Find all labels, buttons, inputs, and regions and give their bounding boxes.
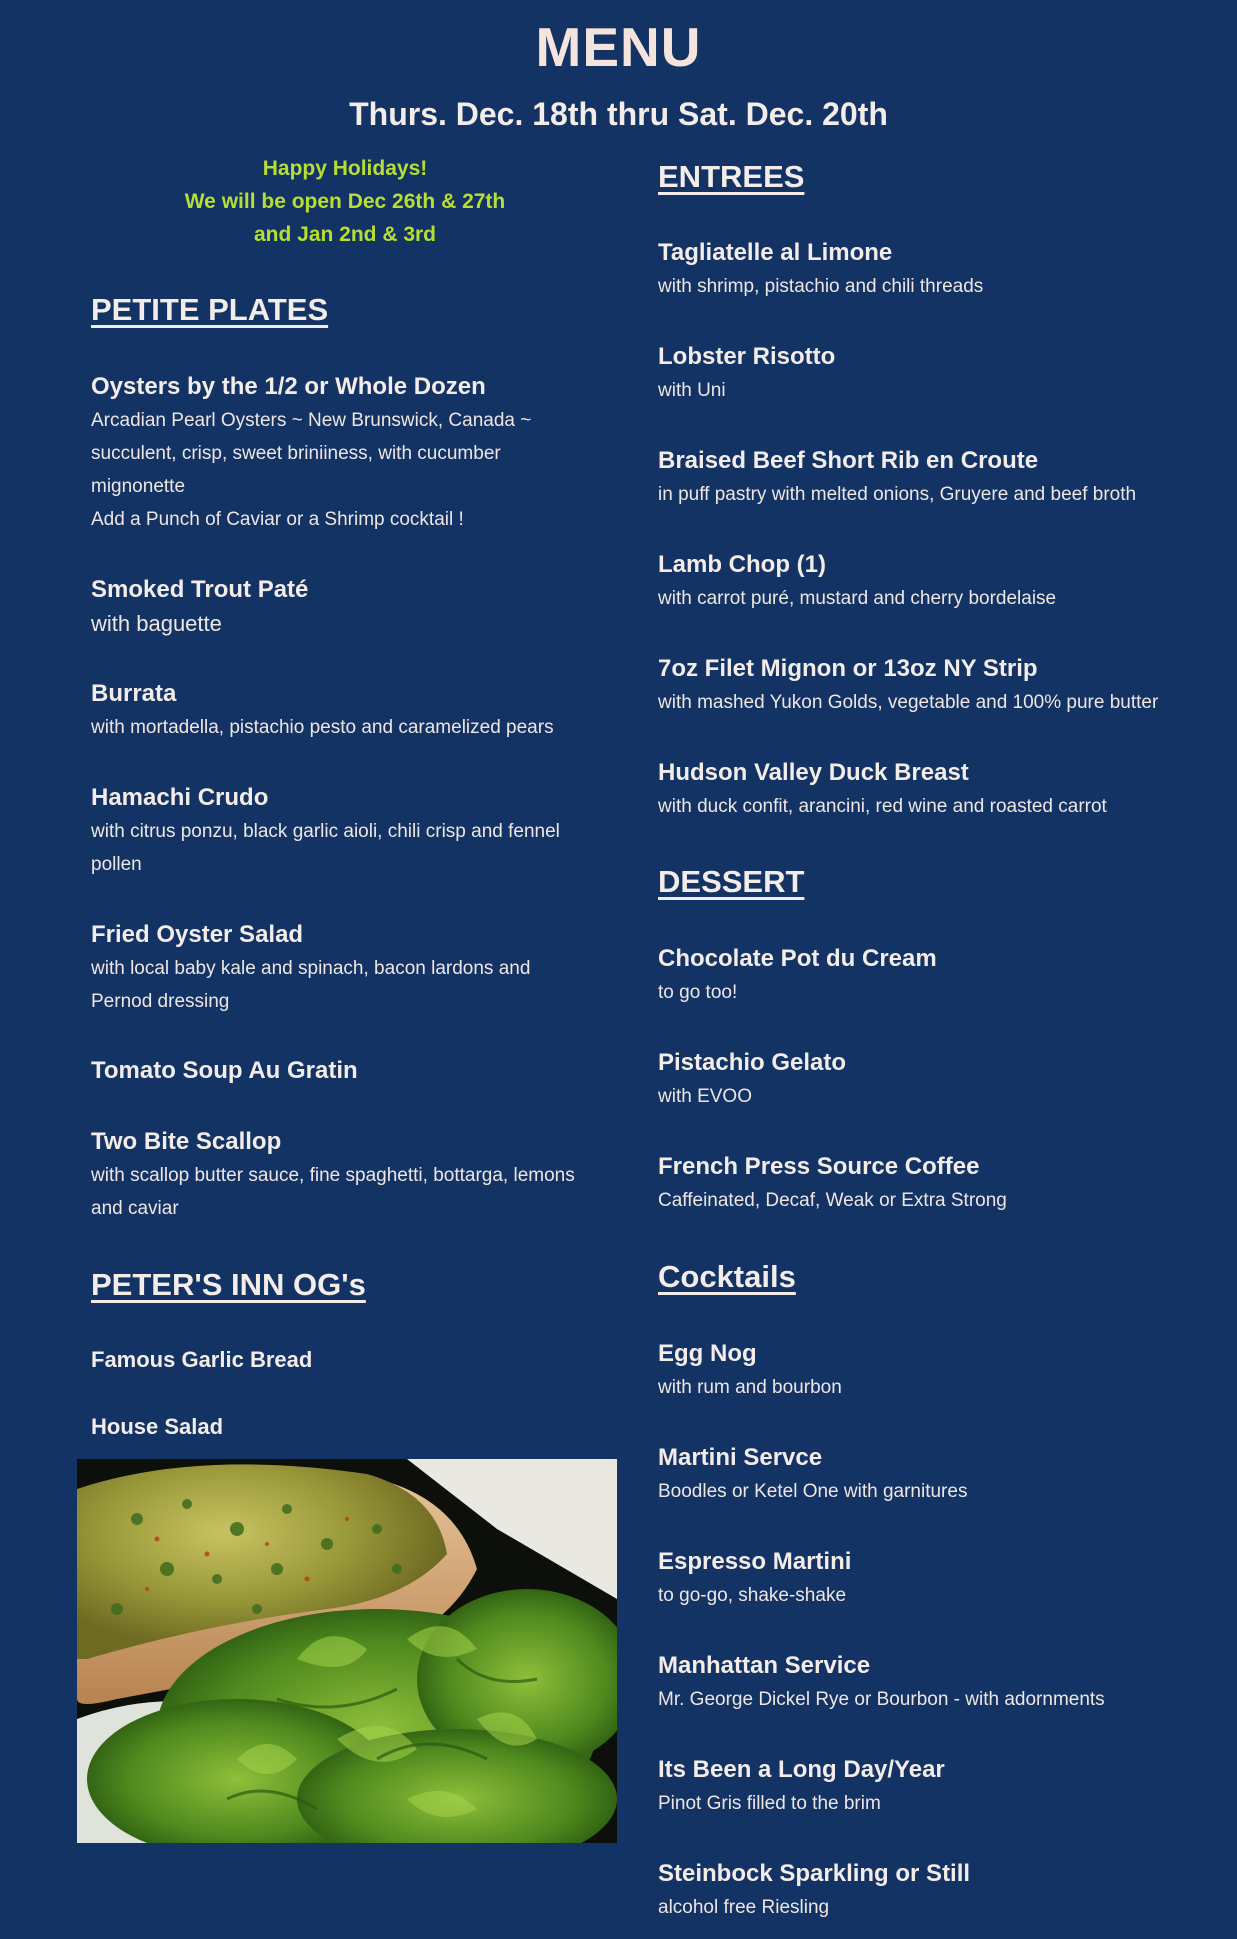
menu-item-tomato-soup: [91, 1054, 621, 1088]
item-name: Steinbock Sparkling or Still: [658, 1860, 971, 1887]
announcement-line: We will be open Dec 26th & 27th: [184, 190, 506, 213]
item-name: Fried Oyster Salad: [91, 921, 304, 948]
menu-item-trout-pate: [91, 573, 621, 640]
menu-item-long-day: [658, 1753, 1228, 1820]
item-desc: with citrus ponzu, black garlic aioli, chili crisp and fennel: [91, 821, 560, 842]
item-desc: with rum and bourbon: [658, 1377, 842, 1398]
item-name: Manhattan Service: [658, 1652, 871, 1679]
item-name: Its Been a Long Day/Year: [658, 1756, 945, 1783]
menu-item-martini: [658, 1441, 1228, 1508]
menu-dates: Thurs. Dec. 18th thru Sat. Dec. 20th: [349, 96, 888, 132]
item-desc: mignonette: [91, 476, 186, 497]
item-name: Chocolate Pot du Cream: [658, 945, 937, 972]
announcement-line: and Jan 2nd & 3rd: [253, 223, 437, 246]
section-title-entrees: ENTREES: [658, 159, 805, 194]
menu-item-tagliatelle: [658, 236, 1228, 303]
menu-item-short-rib: [658, 444, 1228, 511]
item-desc: alcohol free Riesling: [658, 1897, 830, 1918]
section-title-cocktails: Cocktails: [658, 1259, 796, 1294]
menu-item-manhattan: [658, 1649, 1228, 1716]
item-desc: with local baby kale and spinach, bacon lardons and: [91, 958, 531, 979]
item-name: Burrata: [91, 680, 177, 707]
section-title-og: PETER'S INN OG's: [91, 1267, 366, 1302]
menu-item-pistachio-gelato: [658, 1046, 1228, 1113]
menu-item-duck-breast: [658, 756, 1228, 823]
item-name: Famous Garlic Bread: [91, 1347, 313, 1372]
item-name: Hudson Valley Duck Breast: [658, 759, 969, 786]
item-desc: with Uni: [658, 380, 726, 401]
item-desc: in puff pastry with melted onions, Gruyere and beef broth: [658, 484, 1137, 505]
menu-item-house-salad: [91, 1410, 621, 1444]
menu-item-steinbock: [658, 1857, 1228, 1924]
item-name: House Salad: [91, 1414, 224, 1439]
item-desc: Pernod dressing: [91, 991, 230, 1012]
item-name: Smoked Trout Paté: [91, 576, 309, 603]
item-desc: and caviar: [91, 1198, 179, 1219]
garlic-bread-salad-photo: [77, 1459, 617, 1843]
item-name: Espresso Martini: [658, 1548, 852, 1575]
menu-item-lamb-chop: [658, 548, 1228, 615]
item-name: Braised Beef Short Rib en Croute: [658, 447, 1039, 474]
item-desc: pollen: [91, 854, 142, 875]
item-name: Hamachi Crudo: [91, 784, 269, 811]
item-desc: with EVOO: [658, 1086, 752, 1107]
item-name: Egg Nog: [658, 1340, 757, 1367]
menu-item-fried-oyster-salad: [91, 918, 621, 1018]
item-desc: to go too!: [658, 982, 738, 1003]
item-desc: Pinot Gris filled to the brim: [658, 1793, 881, 1814]
item-name: Lamb Chop (1): [658, 551, 826, 578]
menu-item-oysters: [91, 370, 621, 536]
item-desc: with shrimp, pistachio and chili threads: [658, 276, 984, 297]
menu-item-lobster-risotto: [658, 340, 1228, 407]
menu-item-hamachi-crudo: [91, 781, 621, 881]
item-desc: with mortadella, pistachio pesto and caramelized pears: [91, 717, 554, 738]
item-name: Tomato Soup Au Gratin: [91, 1057, 358, 1084]
item-desc: succulent, crisp, sweet briniiness, with cucumber: [91, 443, 501, 464]
menu-item-two-bite-scallop: [91, 1125, 621, 1225]
menu-item-filet-mignon: [658, 652, 1228, 719]
item-name: Martini Servce: [658, 1444, 823, 1471]
menu-item-burrata: [91, 677, 621, 744]
menu-item-espresso-martini: [658, 1545, 1228, 1612]
item-name: Oysters by the 1/2 or Whole Dozen: [91, 373, 486, 400]
announcement-line: Happy Holidays!: [262, 157, 428, 180]
item-name: 7oz Filet Mignon or 13oz NY Strip: [658, 655, 1038, 682]
menu-item-french-press: [658, 1150, 1228, 1217]
menu-item-egg-nog: [658, 1337, 1228, 1404]
item-name: French Press Source Coffee: [658, 1153, 980, 1180]
menu-item-garlic-bread: [91, 1343, 621, 1377]
section-title-petite-plates: PETITE PLATES: [91, 292, 329, 327]
item-desc: Mr. George Dickel Rye or Bourbon - with adornments: [658, 1689, 1105, 1710]
item-name: Pistachio Gelato: [658, 1049, 847, 1076]
section-title-dessert: DESSERT: [658, 864, 805, 899]
item-name: Two Bite Scallop: [91, 1128, 282, 1155]
item-desc: with carrot puré, mustard and cherry bordelaise: [658, 588, 1057, 609]
item-name: Tagliatelle al Limone: [658, 239, 893, 266]
item-desc: Boodles or Ketel One with garnitures: [658, 1481, 968, 1502]
item-desc: with scallop butter sauce, fine spaghetti, bottarga, lemons: [91, 1165, 575, 1186]
item-desc: Arcadian Pearl Oysters ~ New Brunswick, Canada ~: [91, 410, 532, 431]
menu-item-chocolate-pot: [658, 942, 1228, 1009]
item-desc: to go-go, shake-shake: [658, 1585, 847, 1606]
holiday-announcement: [91, 152, 599, 251]
item-desc: with mashed Yukon Golds, vegetable and 100% pure butter: [658, 692, 1159, 713]
item-desc: with baguette: [91, 611, 222, 636]
item-name: Lobster Risotto: [658, 343, 836, 370]
menu-title: MENU: [535, 16, 702, 78]
item-desc: Caffeinated, Decaf, Weak or Extra Strong: [658, 1190, 1007, 1211]
item-desc: Add a Punch of Caviar or a Shrimp cocktail !: [91, 509, 464, 530]
item-desc: with duck confit, arancini, red wine and roasted carrot: [658, 796, 1107, 817]
